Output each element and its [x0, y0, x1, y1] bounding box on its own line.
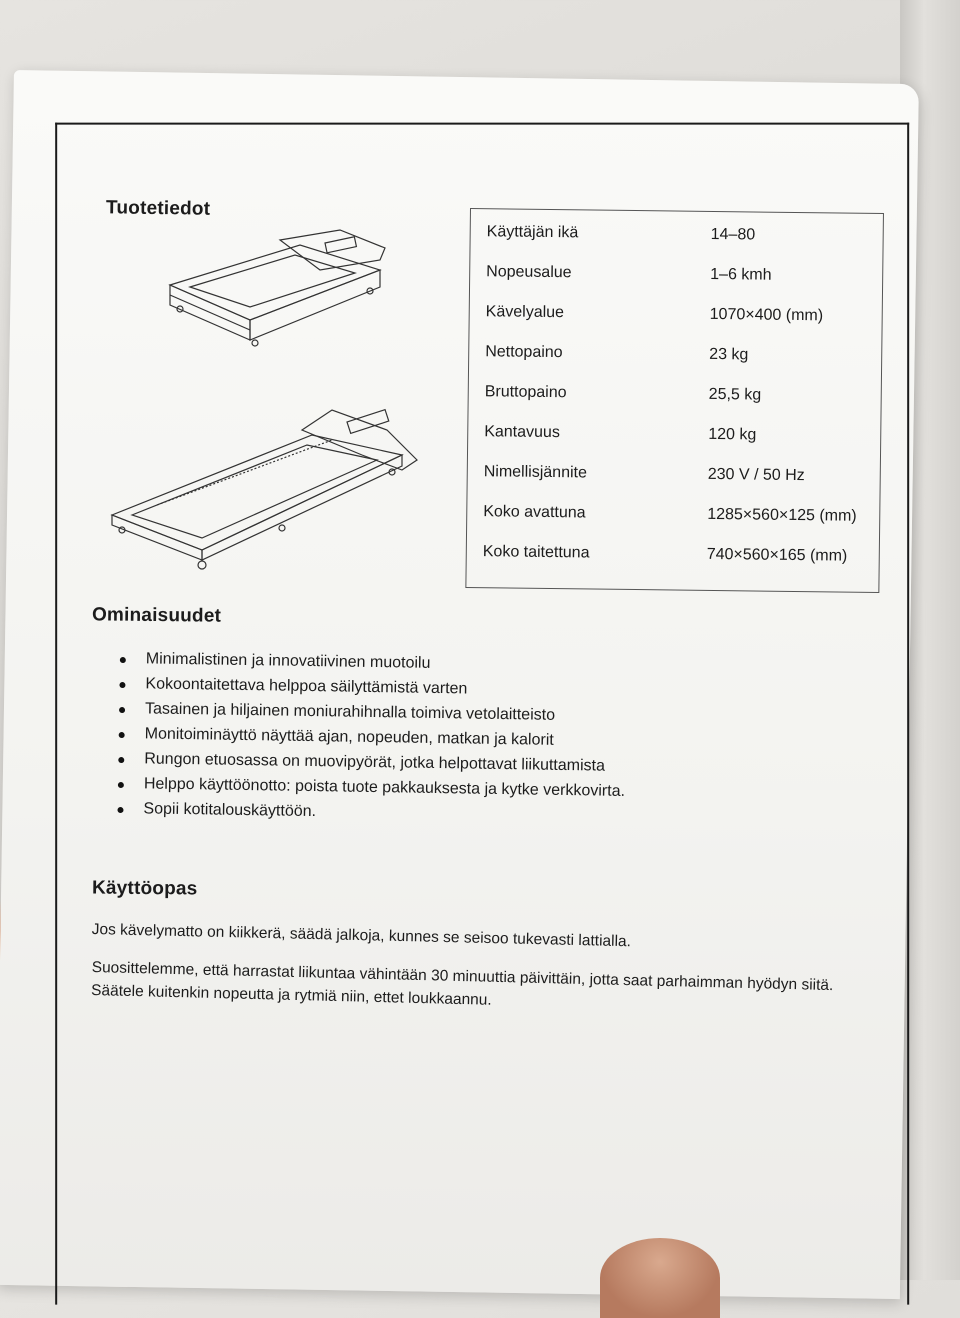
- spec-value: 740×560×165 (mm): [706, 545, 848, 565]
- spec-label: Nopeusalue: [486, 263, 572, 282]
- spec-row: [468, 413, 880, 456]
- spec-label: Nimellisjännite: [483, 463, 588, 482]
- spec-label: Koko taitettuna: [482, 543, 590, 562]
- feature-text: Rungon etuosassa on muovipyörät, jotka helpottavat liikuttamista: [144, 750, 606, 775]
- spec-value: 23 kg: [709, 345, 749, 364]
- treadmill-unfolded-illustration: [102, 400, 432, 585]
- spec-value: 230 V / 50 Hz: [707, 465, 805, 485]
- bullet-icon: [119, 707, 125, 713]
- feature-text: Tasainen ja hiljainen moniurahihnalla toimiva vetolaitteisto: [144, 700, 556, 724]
- spec-value: 120 kg: [708, 425, 757, 444]
- spec-value: 14–80: [710, 225, 756, 244]
- guide-title: Käyttöopas: [91, 877, 198, 900]
- bullet-icon: [118, 757, 124, 763]
- bullet-icon: [119, 682, 125, 688]
- bullet-icon: [118, 782, 124, 788]
- spec-table: [465, 208, 884, 593]
- spec-row: [469, 333, 881, 376]
- spec-value: 1285×560×125 (mm): [707, 505, 857, 525]
- feature-text: Minimalistinen ja innovatiivinen muotoilu: [145, 650, 431, 672]
- spec-value: 1–6 kmh: [710, 265, 772, 284]
- spec-row: [469, 373, 881, 416]
- guide-paragraph-2: Suosittelemme, että harrastat liikuntaa vähintään 30 minuuttia päivittäin, jotta saat parhaimman hyödyn siitä. Säätele kuitenkin nopeutta ja rytmiä niin, ettet loukkaannu.: [90, 958, 834, 1009]
- product-info-title: Tuotetiedot: [105, 197, 211, 220]
- bullet-icon: [119, 732, 125, 738]
- features-list: [117, 650, 680, 834]
- treadmill-folded-illustration: [150, 225, 390, 370]
- spec-row: [467, 533, 879, 576]
- bullet-icon: [120, 657, 126, 663]
- spec-label: Käyttäjän ikä: [486, 223, 579, 242]
- bullet-icon: [117, 807, 123, 813]
- spec-label: Kantavuus: [484, 423, 560, 442]
- spec-row: [470, 253, 882, 296]
- spec-value: 25,5 kg: [708, 385, 762, 404]
- feature-text: Sopii kotitalouskäyttöön.: [143, 800, 317, 821]
- spec-label: Bruttopaino: [484, 383, 567, 402]
- feature-text: Kokoontaitettava helppoa säilyttämistä varten: [145, 675, 468, 698]
- spec-row: [467, 493, 879, 536]
- thumb: [600, 1238, 720, 1318]
- features-title: Ominaisuudet: [91, 604, 222, 627]
- spec-row: [469, 293, 881, 336]
- spec-value: 1070×400 (mm): [709, 305, 824, 325]
- guide-paragraph-1: Jos kävelymatto on kiikkerä, säädä jalkoja, kunnes se seisoo tukevasti lattialla.: [91, 920, 632, 951]
- spec-row: [470, 213, 882, 256]
- feature-text: Helppo käyttöönotto: poista tuote pakkauksesta ja kytke verkkovirta.: [143, 775, 626, 800]
- spec-label: Kävelyalue: [485, 303, 565, 322]
- feature-text: Monitoiminäyttö näyttää ajan, nopeuden, matkan ja kalorit: [144, 725, 554, 749]
- spec-row: [468, 453, 880, 496]
- spec-label: Nettopaino: [485, 343, 563, 362]
- spec-label: Koko avattuna: [483, 503, 586, 522]
